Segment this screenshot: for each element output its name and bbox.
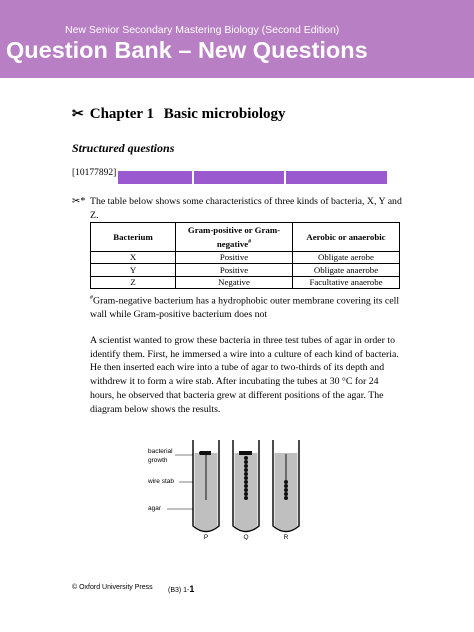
header-banner xyxy=(0,0,474,78)
table-cell: Positive xyxy=(176,264,293,276)
label-growth: growth xyxy=(148,457,168,464)
table-header-cell: Aerobic or anaerobic xyxy=(293,223,400,252)
label-wire-stab: wire stab xyxy=(148,478,175,485)
table-footnote: #Gram-negative bacterium has a hydrophobic outer membrane covering its cell wall while Gram-positive bacterium does not xyxy=(90,295,400,320)
chapter-number: Chapter 1 xyxy=(89,106,155,122)
tube-label-p: P xyxy=(203,534,209,540)
question-tag-bar xyxy=(118,171,192,184)
table-cell: Obligate aerobe xyxy=(293,252,400,264)
tube-label-r: R xyxy=(283,534,289,540)
table-row xyxy=(91,264,400,276)
table-header-cell: Bacterium xyxy=(91,223,176,252)
table-cell: Obligate anaerobe xyxy=(293,264,400,276)
table-header-cell: Gram-positive or Gram-negative# xyxy=(176,223,293,252)
question-id: [10177892] xyxy=(72,168,117,178)
footer-page: (B3) 1-1 xyxy=(168,584,195,594)
book-title: New Senior Secondary Mastering Biology (Second Edition) xyxy=(65,24,340,36)
question-tag-bar xyxy=(194,171,284,184)
question-marker-icon: ✂* xyxy=(72,196,86,207)
table-cell: Negative xyxy=(176,276,293,288)
table-row xyxy=(91,252,400,264)
tube-label-q: Q xyxy=(243,534,249,540)
tube-p xyxy=(193,440,219,532)
table-cell: Facultative anaerobe xyxy=(293,276,400,288)
table-header-row xyxy=(91,223,400,252)
table-row xyxy=(91,276,400,288)
question-intro: The table below shows some characteristics of three kinds of bacteria, X, Y and Z. xyxy=(90,196,402,221)
table-cell: Y xyxy=(91,264,176,276)
tube-q xyxy=(233,440,259,532)
scissors-icon: ✂ xyxy=(72,107,84,122)
question-tag-bar xyxy=(286,171,387,184)
tube-r xyxy=(273,440,299,532)
section-title: Structured questions xyxy=(72,141,175,155)
table-cell: Z xyxy=(91,276,176,288)
chapter-heading xyxy=(72,106,286,123)
table-cell: Positive xyxy=(176,252,293,264)
question-paragraph: A scientist wanted to grow these bacteria in three test tubes of agar in order to identify them. First, he immersed a wire into a culture of each kind of bacteria. He then inserted each wire into a tube of agar to two-thirds of its depth and withdrew it to form a wire stab. After incubating the tubes at 30 °C for 24 hours, he observed that bacteria grew at different positions of the agar. The diagram below shows the results. xyxy=(90,335,399,415)
table-cell: X xyxy=(91,252,176,264)
page-title: Question Bank – New Questions xyxy=(6,37,368,63)
label-bacterial: bacterial xyxy=(148,448,173,455)
test-tube-diagram xyxy=(145,440,335,540)
bacteria-table xyxy=(90,222,400,289)
chapter-title: Basic microbiology xyxy=(163,106,286,122)
label-agar: agar xyxy=(148,505,162,512)
footer-publisher: © Oxford University Press xyxy=(72,584,153,591)
